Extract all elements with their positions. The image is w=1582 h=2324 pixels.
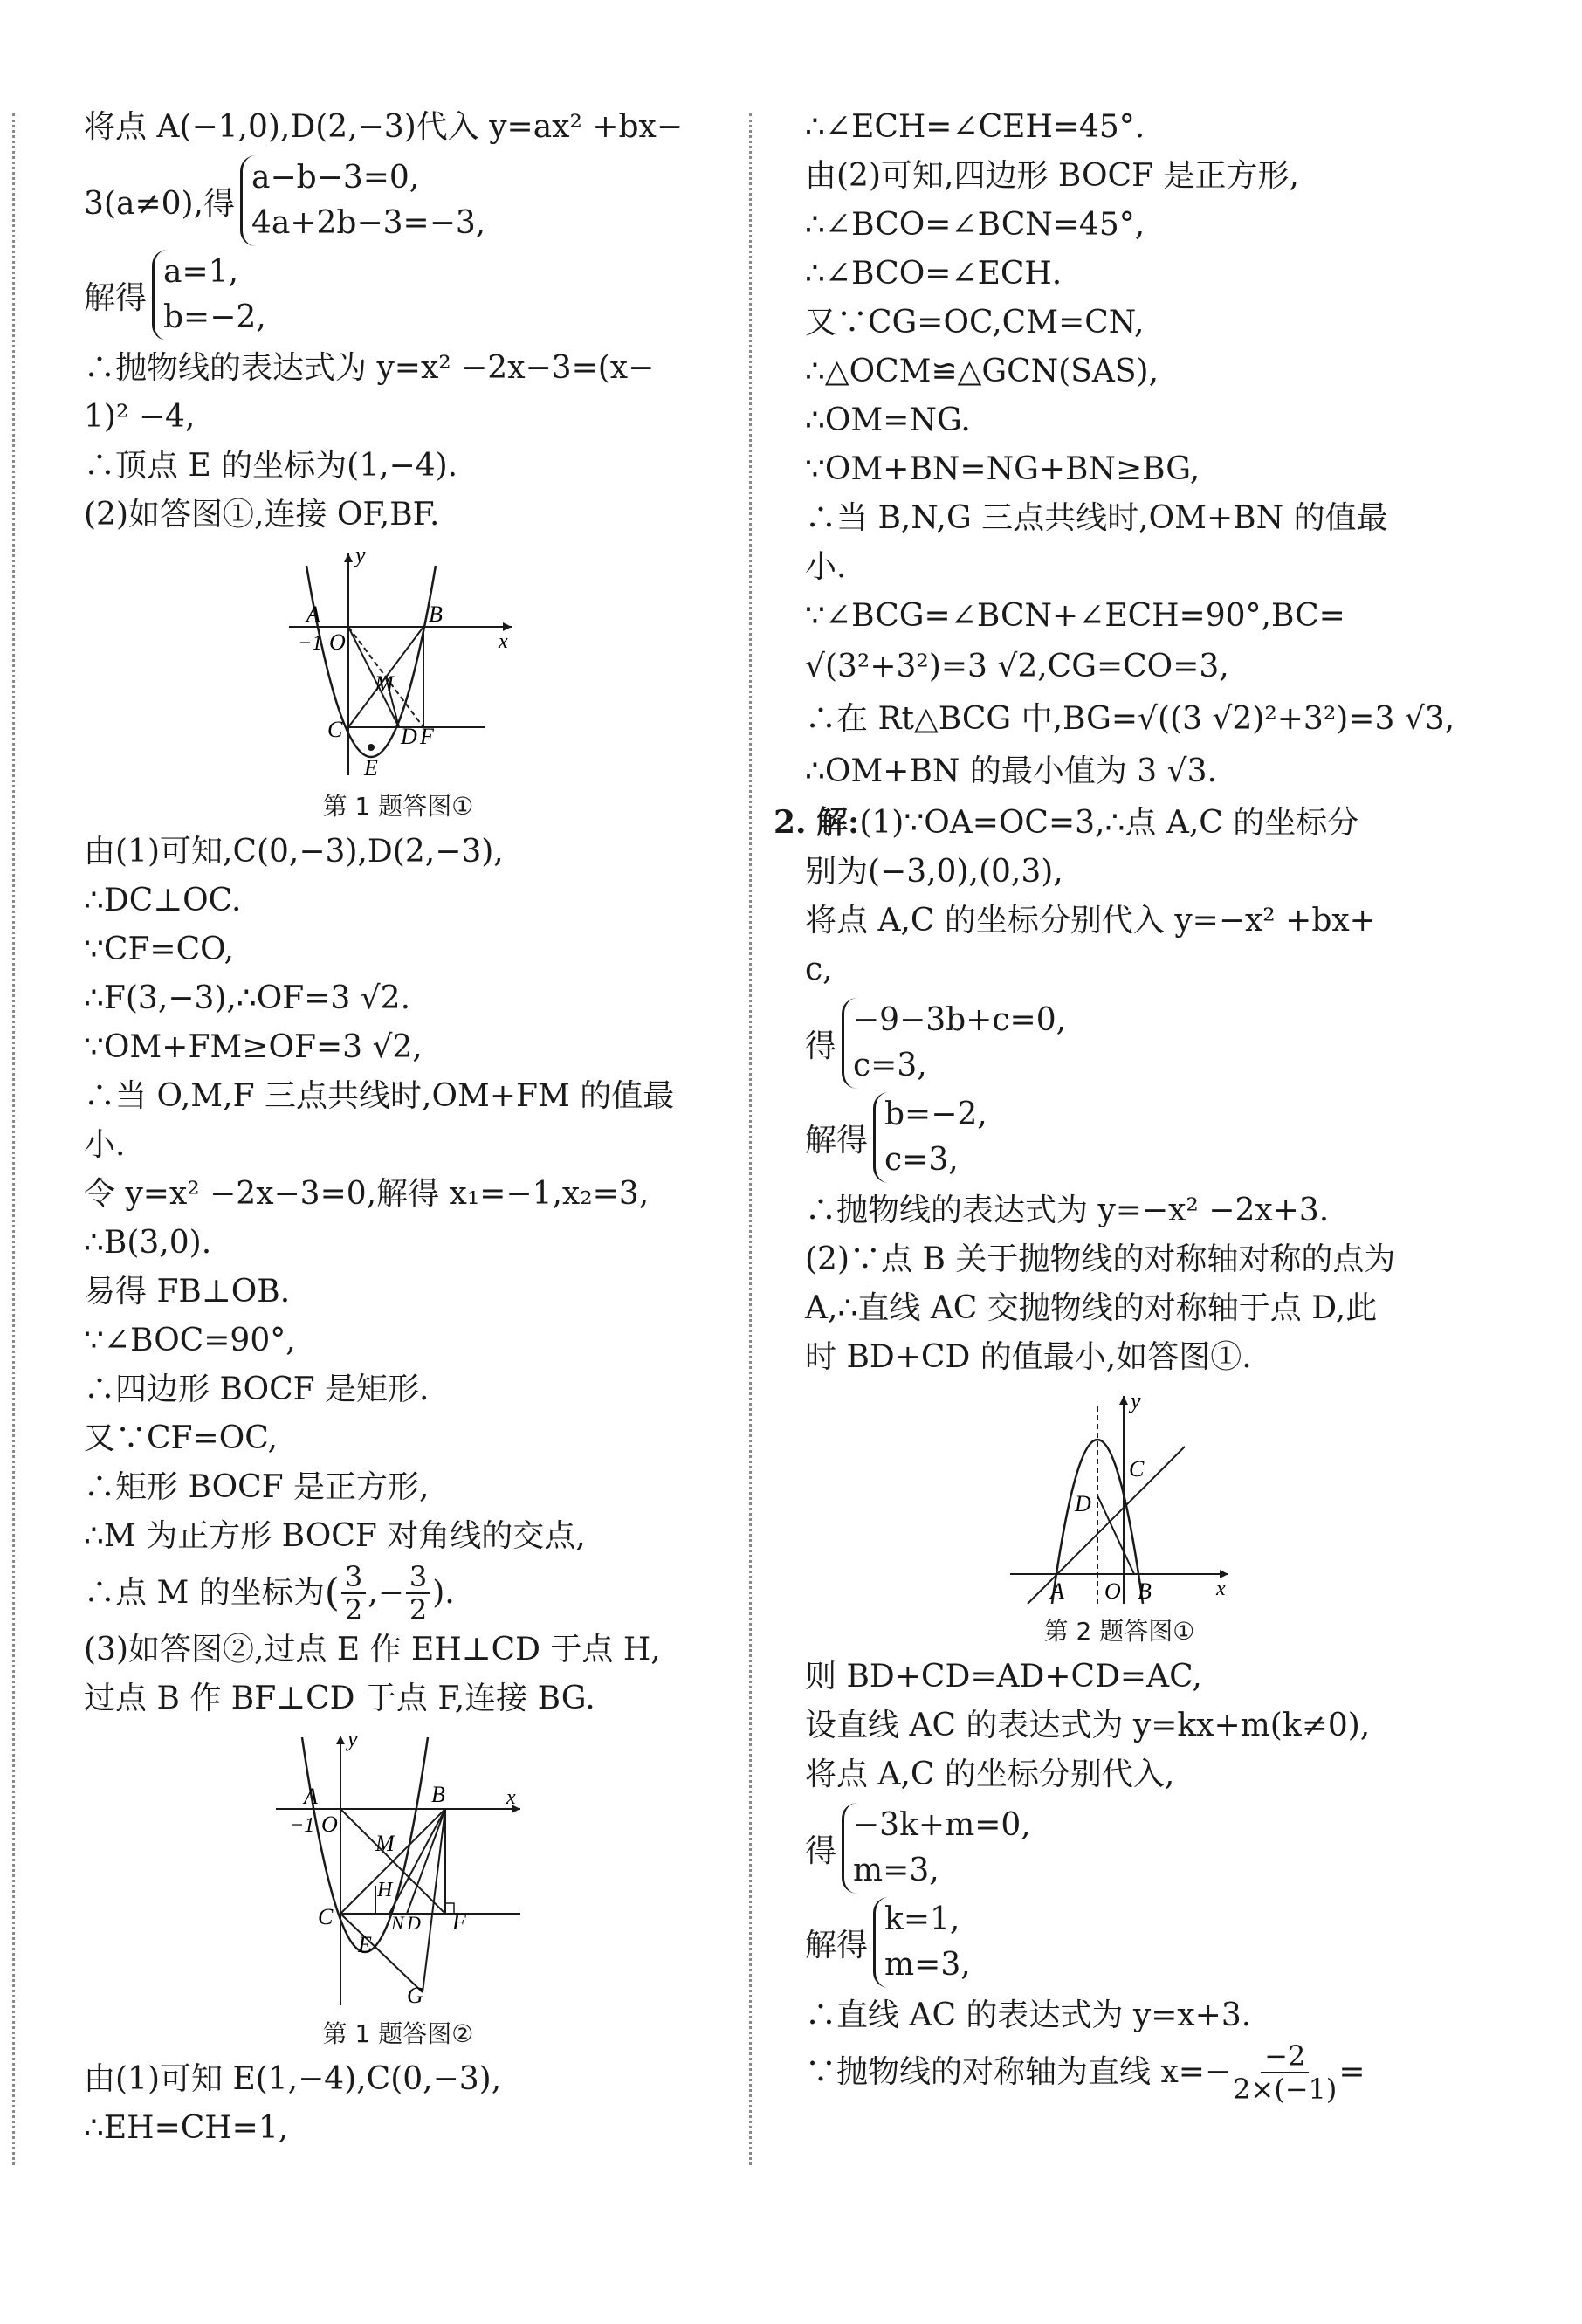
equation-line: m=3,	[884, 1947, 971, 1983]
label-x: x	[1216, 1578, 1226, 1600]
text-line: 将点 A,C 的坐标分别代入 y=−x² +bx+	[805, 903, 1376, 939]
text-line: 由(1)可知,C(0,−3),D(2,−3),	[84, 834, 504, 870]
problem-number: 2.	[774, 804, 807, 841]
text-segment: (	[324, 1571, 340, 1615]
text-line: 过点 B 作 BF⊥CD 于点 F,连接 BG.	[84, 1681, 595, 1716]
text-line: A,∴直线 AC 交抛物线的对称轴于点 D,此	[805, 1290, 1378, 1326]
text-segment: (1)∵OA=OC=3,∴点 A,C 的坐标分	[859, 805, 1359, 841]
text-line: 令 y=x² −2x−3=0,解得 x₁=−1,x₂=3,	[84, 1176, 650, 1212]
equation-system	[805, 998, 1434, 1089]
label-o: O	[329, 629, 346, 655]
label-x: x	[506, 1786, 516, 1809]
label-d: D	[407, 1912, 421, 1934]
equation-line: a=1,	[163, 254, 238, 290]
column-divider-dotted-line	[749, 113, 752, 2165]
text-line: ∵OM+BN=NG+BN≥BG,	[805, 451, 1200, 487]
figure-problem1-diagram1	[84, 547, 712, 822]
label-a: A	[306, 602, 320, 627]
text-line: 则 BD+CD=AD+CD=AC,	[805, 1659, 1202, 1695]
fraction	[406, 1561, 430, 1626]
text-line: ∴△OCM≌△GCN(SAS),	[805, 354, 1159, 389]
system-lead: 解得	[805, 1927, 869, 1963]
text-line: 小.	[84, 1127, 126, 1163]
text-line: 将点 A(−1,0),D(2,−3)代入 y=ax² +bx−	[84, 109, 684, 145]
fraction	[341, 1561, 366, 1626]
numerator: 3	[341, 1561, 366, 1594]
system-lead: 解得	[805, 1122, 869, 1159]
brace-group	[873, 1897, 971, 1988]
system-lead: 得	[805, 1028, 837, 1064]
label-b: B	[431, 1782, 445, 1807]
label-y: y	[355, 547, 366, 567]
system-lead: 得	[805, 1832, 837, 1869]
text-line: 由(1)可知 E(1,−4),C(0,−3),	[84, 2061, 502, 2097]
label-e: E	[358, 1932, 372, 1957]
brace-group	[152, 250, 266, 340]
text-line: ∴M 为正方形 BOCF 对角线的交点,	[84, 1518, 586, 1554]
text-line: ∴∠BCO=∠ECH.	[805, 256, 1063, 292]
text-line: ∵OM+FM≥OF=3 √2,	[84, 1029, 423, 1065]
text-line: ∴在 Rt△BCG 中,BG=√((3 √2)²+3²)=3 √3,	[805, 701, 1455, 737]
vertex-e-point	[368, 744, 375, 751]
segment-bd	[389, 1809, 445, 1914]
text-line: ∴直线 AC 的表达式为 y=x+3.	[805, 1997, 1252, 2033]
problem-2-heading-line	[774, 798, 1434, 848]
text-line: ∴B(3,0).	[84, 1225, 212, 1261]
label-d: D	[401, 724, 417, 749]
label-b: B	[1138, 1578, 1152, 1604]
y-axis-arrow	[344, 553, 353, 562]
text-line: ∴∠BCO=∠BCN=45°,	[805, 207, 1145, 243]
figure-caption: 第 1 题答图②	[322, 2019, 474, 2048]
text-segment: ).	[432, 1575, 455, 1611]
figure-caption: 第 1 题答图①	[322, 792, 474, 821]
left-column	[84, 103, 712, 2153]
label-f: F	[420, 724, 434, 749]
numerator: −2	[1261, 2040, 1309, 2073]
label-m: M	[375, 1831, 395, 1856]
text-line: ∴∠ECH=∠CEH=45°.	[805, 109, 1145, 145]
solution-label: 解:	[816, 804, 860, 841]
equation-system	[805, 1092, 1434, 1183]
y-axis-arrow	[336, 1736, 345, 1744]
label-h: H	[377, 1879, 393, 1901]
equation-system	[805, 1803, 1434, 1894]
text-line: ∴四边形 BOCF 是矩形.	[84, 1372, 430, 1407]
text-line: ∴F(3,−3),∴OF=3 √2.	[84, 980, 411, 1016]
parabola-diagram	[280, 547, 516, 782]
fraction	[1233, 2040, 1337, 2105]
text-line: ∴抛物线的表达式为 y=−x² −2x+3.	[805, 1193, 1330, 1228]
text-line: 1)² −4,	[84, 399, 196, 435]
numerator: 3	[406, 1561, 430, 1594]
text-segment: ∵抛物线的对称轴为直线 x=−	[805, 2054, 1232, 2090]
equation-line: 4a+2b−3=−3,	[251, 205, 486, 241]
text-line: 设直线 AC 的表达式为 y=kx+m(k≠0),	[805, 1708, 1371, 1743]
left-margin-dotted-line	[12, 113, 15, 2165]
text-line: 小.	[805, 549, 847, 585]
text-line: ∴顶点 E 的坐标为(1,−4).	[84, 448, 458, 484]
text-segment: ,−	[368, 1575, 404, 1611]
system-lead: 解得	[84, 279, 148, 316]
equation-line: m=3,	[853, 1853, 939, 1888]
text-line: 易得 FB⊥OB.	[84, 1274, 291, 1310]
text-line: (2)∵点 B 关于抛物线的对称轴对称的点为	[805, 1241, 1396, 1277]
text-segment: ∴点 M 的坐标为	[84, 1575, 325, 1611]
text-line: 时 BD+CD 的值最小,如答图①.	[805, 1339, 1252, 1375]
text-line: √(3²+3²)=3 √2,CG=CO=3,	[805, 649, 1229, 684]
equation-line: a−b−3=0,	[251, 160, 420, 196]
brace-group	[873, 1092, 987, 1183]
label-e: E	[364, 755, 378, 780]
text-line: ∵∠BOC=90°,	[84, 1323, 296, 1358]
text-line: ∴抛物线的表达式为 y=x² −2x−3=(x−	[84, 350, 655, 386]
equation-system	[805, 1897, 1434, 1988]
text-line: ∴当 O,M,F 三点共线时,OM+FM 的值最	[84, 1078, 675, 1114]
brace-group	[842, 998, 1066, 1089]
label-n: N	[391, 1912, 404, 1934]
text-line: ∴OM+BN 的最小值为 3 √3.	[805, 753, 1217, 789]
label-a: A	[1050, 1578, 1064, 1604]
text-line: ∵CF=CO,	[84, 932, 234, 967]
parabola-diagram-2	[267, 1730, 529, 2010]
parabola-diagram-3	[1001, 1389, 1237, 1607]
equation-line: b=−2,	[163, 299, 266, 335]
equation-system	[84, 250, 712, 340]
label-y: y	[347, 1730, 358, 1751]
label-minus-one: −1	[298, 632, 323, 655]
segment-db	[1097, 1495, 1134, 1574]
text-segment: =	[1338, 2054, 1365, 2090]
text-line-fraction	[84, 1561, 712, 1626]
equation-line: b=−2,	[884, 1097, 987, 1132]
denominator: 2	[344, 1593, 363, 1626]
denominator: 2×(−1)	[1233, 2073, 1338, 2106]
equation-line: c=3,	[884, 1142, 959, 1178]
label-b: B	[429, 602, 443, 627]
text-line: (3)如答图②,过点 E 作 EH⊥CD 于点 H,	[84, 1632, 661, 1667]
text-line: 将点 A,C 的坐标分别代入,	[805, 1757, 1175, 1792]
equation-line: c=3,	[853, 1048, 927, 1083]
brace-group	[842, 1803, 1031, 1894]
equation-system	[84, 155, 712, 246]
text-line: ∴矩形 BOCF 是正方形,	[84, 1469, 430, 1505]
figure-caption: 第 2 题答图①	[1043, 1617, 1195, 1646]
equation-line: −9−3b+c=0,	[853, 1002, 1067, 1038]
text-line: ∴DC⊥OC.	[84, 883, 242, 918]
text-line: (2)如答图①,连接 OF,BF.	[84, 497, 440, 533]
label-x: x	[499, 630, 508, 653]
label-d: D	[1075, 1491, 1091, 1516]
text-line: ∴当 B,N,G 三点共线时,OM+BN 的值最	[805, 500, 1388, 536]
figure-problem2-diagram1	[805, 1389, 1434, 1647]
segment-bg	[423, 1809, 445, 1992]
brace-group	[240, 155, 485, 246]
system-lead: 3(a≠0),得	[84, 185, 235, 222]
denominator: 2	[409, 1593, 428, 1626]
text-line: 别为(−3,0),(0,3),	[805, 854, 1063, 890]
label-g: G	[407, 1983, 423, 2008]
text-line: 由(2)可知,四边形 BOCF 是正方形,	[805, 158, 1299, 194]
text-line-fraction	[805, 2040, 1434, 2105]
label-c: C	[327, 717, 343, 742]
figure-problem1-diagram2	[84, 1730, 712, 2050]
text-line: 又∵CG=OC,CM=CN,	[805, 305, 1145, 340]
right-column	[774, 103, 1455, 2106]
label-o: O	[321, 1812, 338, 1837]
label-minus-one: −1	[290, 1814, 315, 1837]
label-f: F	[452, 1909, 466, 1935]
text-line: c,	[805, 952, 833, 987]
y-axis-arrow	[1119, 1396, 1128, 1405]
equation-line: k=1,	[884, 1901, 960, 1937]
label-m: M	[375, 671, 394, 697]
label-c: C	[1129, 1456, 1145, 1482]
text-line: ∴EH=CH=1,	[84, 2110, 289, 2146]
label-c: C	[318, 1904, 334, 1929]
text-line: ∵∠BCG=∠BCN+∠ECH=90°,BC=	[805, 598, 1345, 634]
label-a: A	[304, 1784, 318, 1809]
text-line: ∴OM=NG.	[805, 402, 971, 438]
label-y: y	[1131, 1389, 1141, 1413]
text-line: 又∵CF=OC,	[84, 1420, 278, 1456]
label-o: O	[1104, 1578, 1121, 1604]
equation-line: −3k+m=0,	[853, 1807, 1031, 1843]
